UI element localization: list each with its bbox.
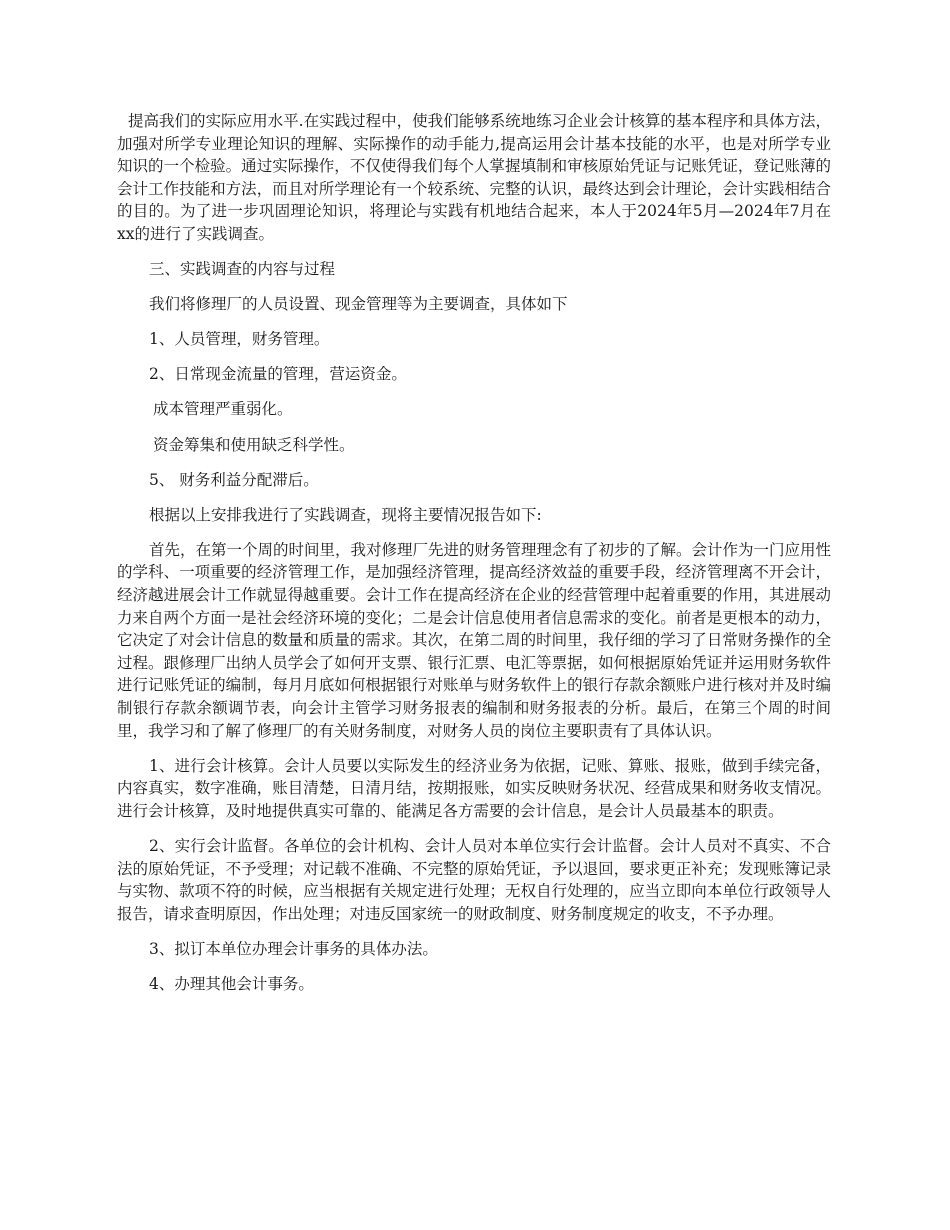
list-item-3: 成本管理严重弱化。 <box>153 400 293 419</box>
paragraph-weekly-process: 首先，在第一个周的时间里，我对修理厂先进的财务管理理念有了初步的了解。会计作为一门应用性的学科、一项重要的经济管理工作，是加强经济管理，提高经济效益的重要手段，经济管理离不开会计，经济越进展会计工作就显得越重要。会计工作在提高经济在企业的经营管理中起着重要的作用，其进展动力来自两个方面一是社会经济环境的变化；二是会计信息使用者信息需求的变化。前者是更根本的动力，它决定了对会计信息的数量和质量的需求。其次，在第二周的时间里，我仔细的学习了日常财务操作的全过程。跟修理厂出纳人员学会了如何开支票、银行汇票、电汇等票据，如何根据原始凭证并运用财务软件进行记账凭证的编制，每月月底如何根据银行对账单与财务软件上的银行存款余额账户进行核对并及时编制银行存款余额调节表，向会计主管学习财务报表的编制和财务报表的分析。最后，在第三个周的时间里，我学习和了解了修理厂的有关财务制度，对财务人员的岗位主要职责有了具体认识。 <box>117 540 832 740</box>
list-item-1: 1、人员管理，财务管理。 <box>149 330 330 349</box>
list-item-2: 2、日常现金流量的管理，营运资金。 <box>149 365 407 384</box>
paragraph-survey-scope: 我们将修理厂的人员设置、现金管理等为主要调查，具体如下 <box>149 295 568 314</box>
duty-item-1: 1、进行会计核算。会计人员要以实际发生的经济业务为依据，记账、算账、报账，做到手续完备，内容真实，数字准确，账目清楚，日清月结，按期报账，如实反映财务状况、经营成果和财务收支情况。进行会计核算，及时地提供真实可靠的、能满足各方需要的会计信息，是会计人员最基本的职责。 <box>117 756 831 820</box>
paragraph-intro: 提高我们的实际应用水平.在实践过程中，使我们能够系统地练习企业会计核算的基本程序和具体方法，加强对所学专业理论知识的理解、实际操作的动手能力,提高运用会计基本技能的水平，也是对所学专业知识的一个检验。通过实际操作，不仅使得我们每个人掌握填制和审核原始凭证与记账凭证，登记账薄的会计工作技能和方法，而且对所学理论有一个较系统、完整的认识，最终达到会计理论，会计实践相结合的目的。为了进一步巩固理论知识，将理论与实践有机地结合起来，本人于2024年5月—2024年7月在xx的进行了实践调查。 <box>117 112 831 243</box>
paragraph-report-intro: 根据以上安排我进行了实践调查，现将主要情况报告如下: <box>149 505 542 524</box>
section-heading-3: 三、实践调查的内容与过程 <box>149 260 336 279</box>
list-item-5: 5、 财务利益分配滞后。 <box>149 470 319 489</box>
list-item-4: 资金筹集和使用缺乏科学性。 <box>153 435 355 454</box>
duty-item-4: 4、办理其他会计事务。 <box>149 974 314 993</box>
duty-item-2: 2、实行会计监督。各单位的会计机构、会计人员对本单位实行会计监督。会计人员对不真实、不合法的原始凭证，不予受理；对记载不准确、不完整的原始凭证，予以退回，要求更正补充；发现账簿记录与实物、款项不符的时候，应当根据有关规定进行处理；无权自行处理的，应当立即向本单位行政领导人报告，请求查明原因，作出处理；对违反国家统一的财政制度、财务制度规定的收支，不予办理。 <box>117 836 831 923</box>
duty-item-3: 3、拟订本单位办理会计事务的具体办法。 <box>149 939 438 958</box>
document-body <box>117 110 831 1008</box>
